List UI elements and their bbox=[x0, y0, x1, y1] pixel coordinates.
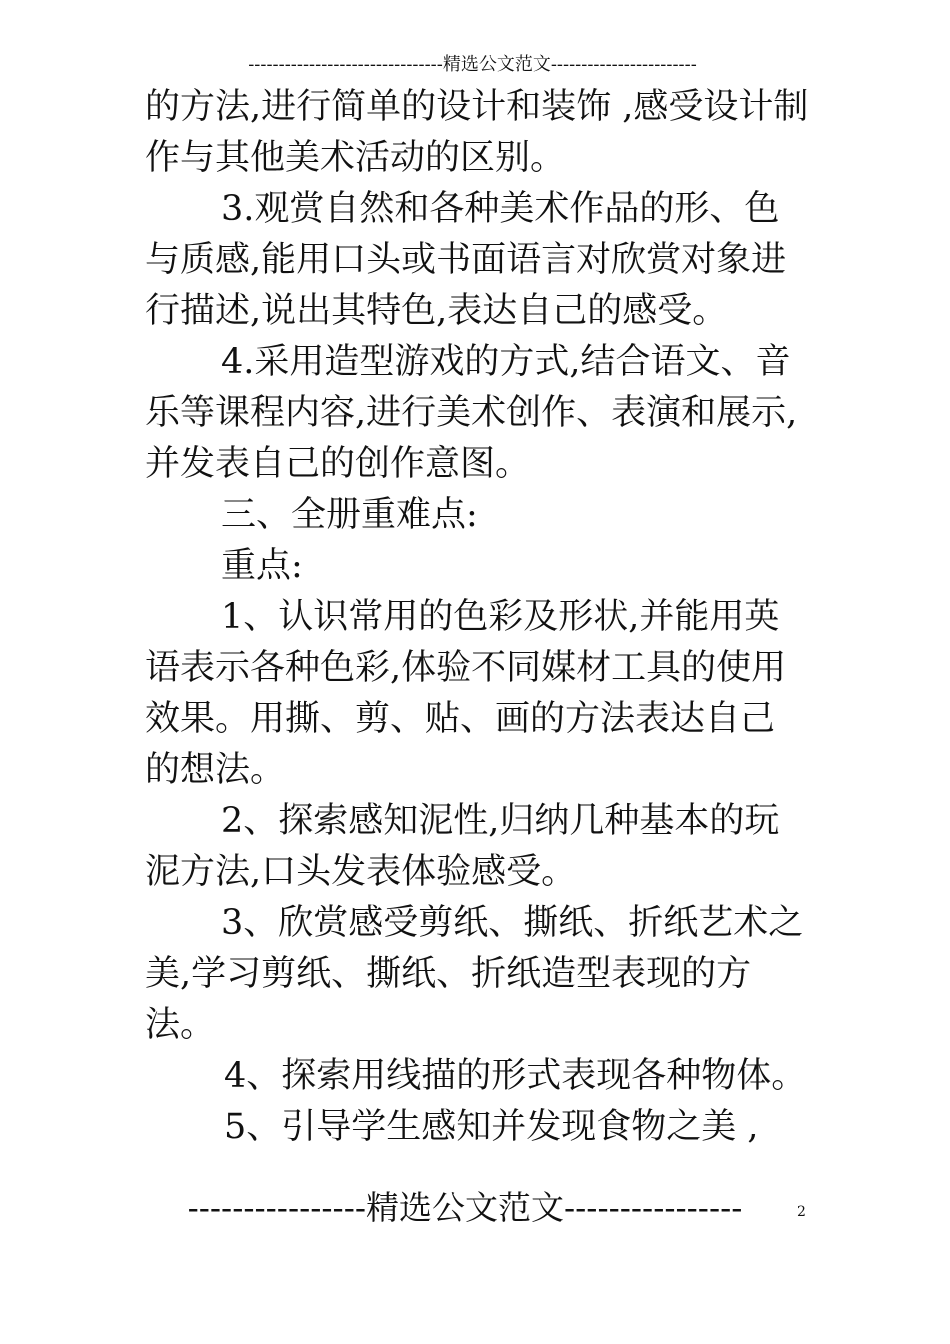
key-point-2: 2、探索感知泥性,归纳几种基本的玩泥方法,口头发表体验感受。 bbox=[145, 801, 780, 892]
section-heading: 三、全册重难点: bbox=[221, 495, 478, 535]
page-header: --------------------------------精选公文范文------------------------ bbox=[248, 54, 697, 75]
page-number: 2 bbox=[797, 1204, 806, 1220]
paragraph-1: 的方法,进行简单的设计和装饰 ,感受设计制作与其他美术活动的区别。 bbox=[145, 87, 809, 178]
paragraph-2: 3.观赏自然和各种美术作品的形、色与质感,能用口头或书面语言对欣赏对象进行描述,说出其特色,表达自己的感受。 bbox=[145, 189, 787, 331]
paragraph-3: 4.采用造型游戏的方式,结合语文、音乐等课程内容,进行美术创作、表演和展示,并发表自己的创作意图。 bbox=[145, 342, 798, 484]
subheading-key-points: 重点: bbox=[221, 546, 303, 586]
key-point-5: 5、引导学生感知并发现食物之美 , bbox=[224, 1107, 759, 1147]
key-point-3: 3、欣赏感受剪纸、撕纸、折纸艺术之美,学习剪纸、撕纸、折纸造型表现的方法。 bbox=[145, 903, 804, 1045]
key-point-4: 4、探索用线描的形式表现各种物体。 bbox=[224, 1056, 807, 1096]
document-body bbox=[145, 82, 809, 1153]
key-point-1: 1、认识常用的色彩及形状,并能用英语表示各种色彩,体验不同媒材工具的使用效果。用撕、剪、贴、画的方法表达自己的想法。 bbox=[145, 597, 787, 790]
page-footer: ----------------精选公文范文---------------- bbox=[187, 1188, 743, 1227]
